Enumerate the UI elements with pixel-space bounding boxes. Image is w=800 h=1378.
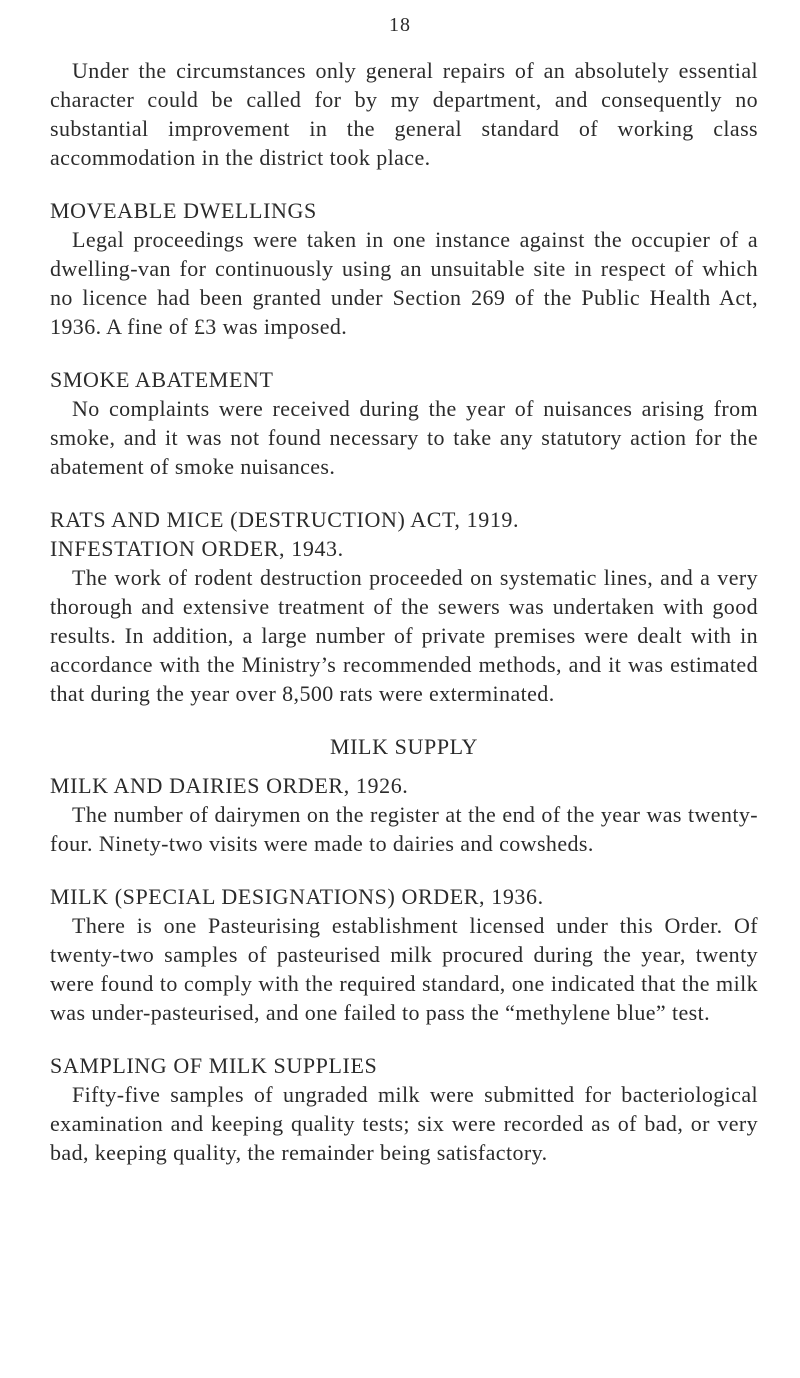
section-heading: SMOKE ABATEMENT [50,367,274,392]
section-paragraph: Legal proceedings were taken in one instance against the occupier of a dwelling-van for continuously using an unsuitable site in respect of which no licence had been granted under Section 269 of the Public Health Act, 1936. A fine of £3 was imposed. [50,227,758,339]
section-subheading: INFESTATION ORDER, 1943. [50,536,344,561]
intro-paragraph: Under the circumstances only general repairs of an absolutely essential character could be called for by my department, and consequently no substantial improvement in the general standard of working class accommodation in the district took place. [50,58,758,170]
section-paragraph: No complaints were received during the year of nuisances arising from smoke, and it was not found necessary to take any statutory action for the abatement of smoke nuisances. [50,396,758,479]
section-moveable-dwellings [50,196,758,341]
section-paragraph: The work of rodent destruction proceeded on systematic lines, and a very thorough and extensive treatment of the sewers was undertaken with good results. In addition, a large number of private premises were dealt with in accordance with the Ministry’s recommended methods, and it was estimated that during the year over 8,500 rats were exterminated. [50,565,758,706]
page-content [50,56,758,1167]
section-paragraph: Fifty-five samples of ungraded milk were submitted for bacteriological examination and keeping quality tests; six were recorded as of bad, or very bad, keeping quality, the remainder being satisfactory. [50,1082,758,1165]
subsection-heading: MILK AND DAIRIES ORDER, 1926. [50,773,409,798]
section-paragraph: There is one Pasteurising establishment licensed under this Order. Of twenty-two samples of pasteurised milk procured during the year, twenty were found to comply with the required standard, one indicated that the milk was under-pasteurised, and one failed to pass the “methylene blue” test. [50,913,758,1025]
section-heading: MOVEABLE DWELLINGS [50,198,317,223]
section-paragraph: The number of dairymen on the register at the end of the year was twenty-four. Ninety-two visits were made to dairies and cowsheds. [50,802,758,856]
section-smoke-abatement [50,365,758,481]
page-number: 18 [389,14,411,36]
section-sampling-of-milk [50,1051,758,1167]
section-milk-supply [50,732,758,858]
section-milk-special-designations [50,882,758,1027]
section-heading: MILK (SPECIAL DESIGNATIONS) ORDER, 1936. [50,884,544,909]
section-heading: SAMPLING OF MILK SUPPLIES [50,1053,378,1078]
section-heading: RATS AND MICE (DESTRUCTION) ACT, 1919. [50,507,520,532]
section-rats-and-mice [50,505,758,708]
section-heading: MILK SUPPLY [329,734,479,759]
